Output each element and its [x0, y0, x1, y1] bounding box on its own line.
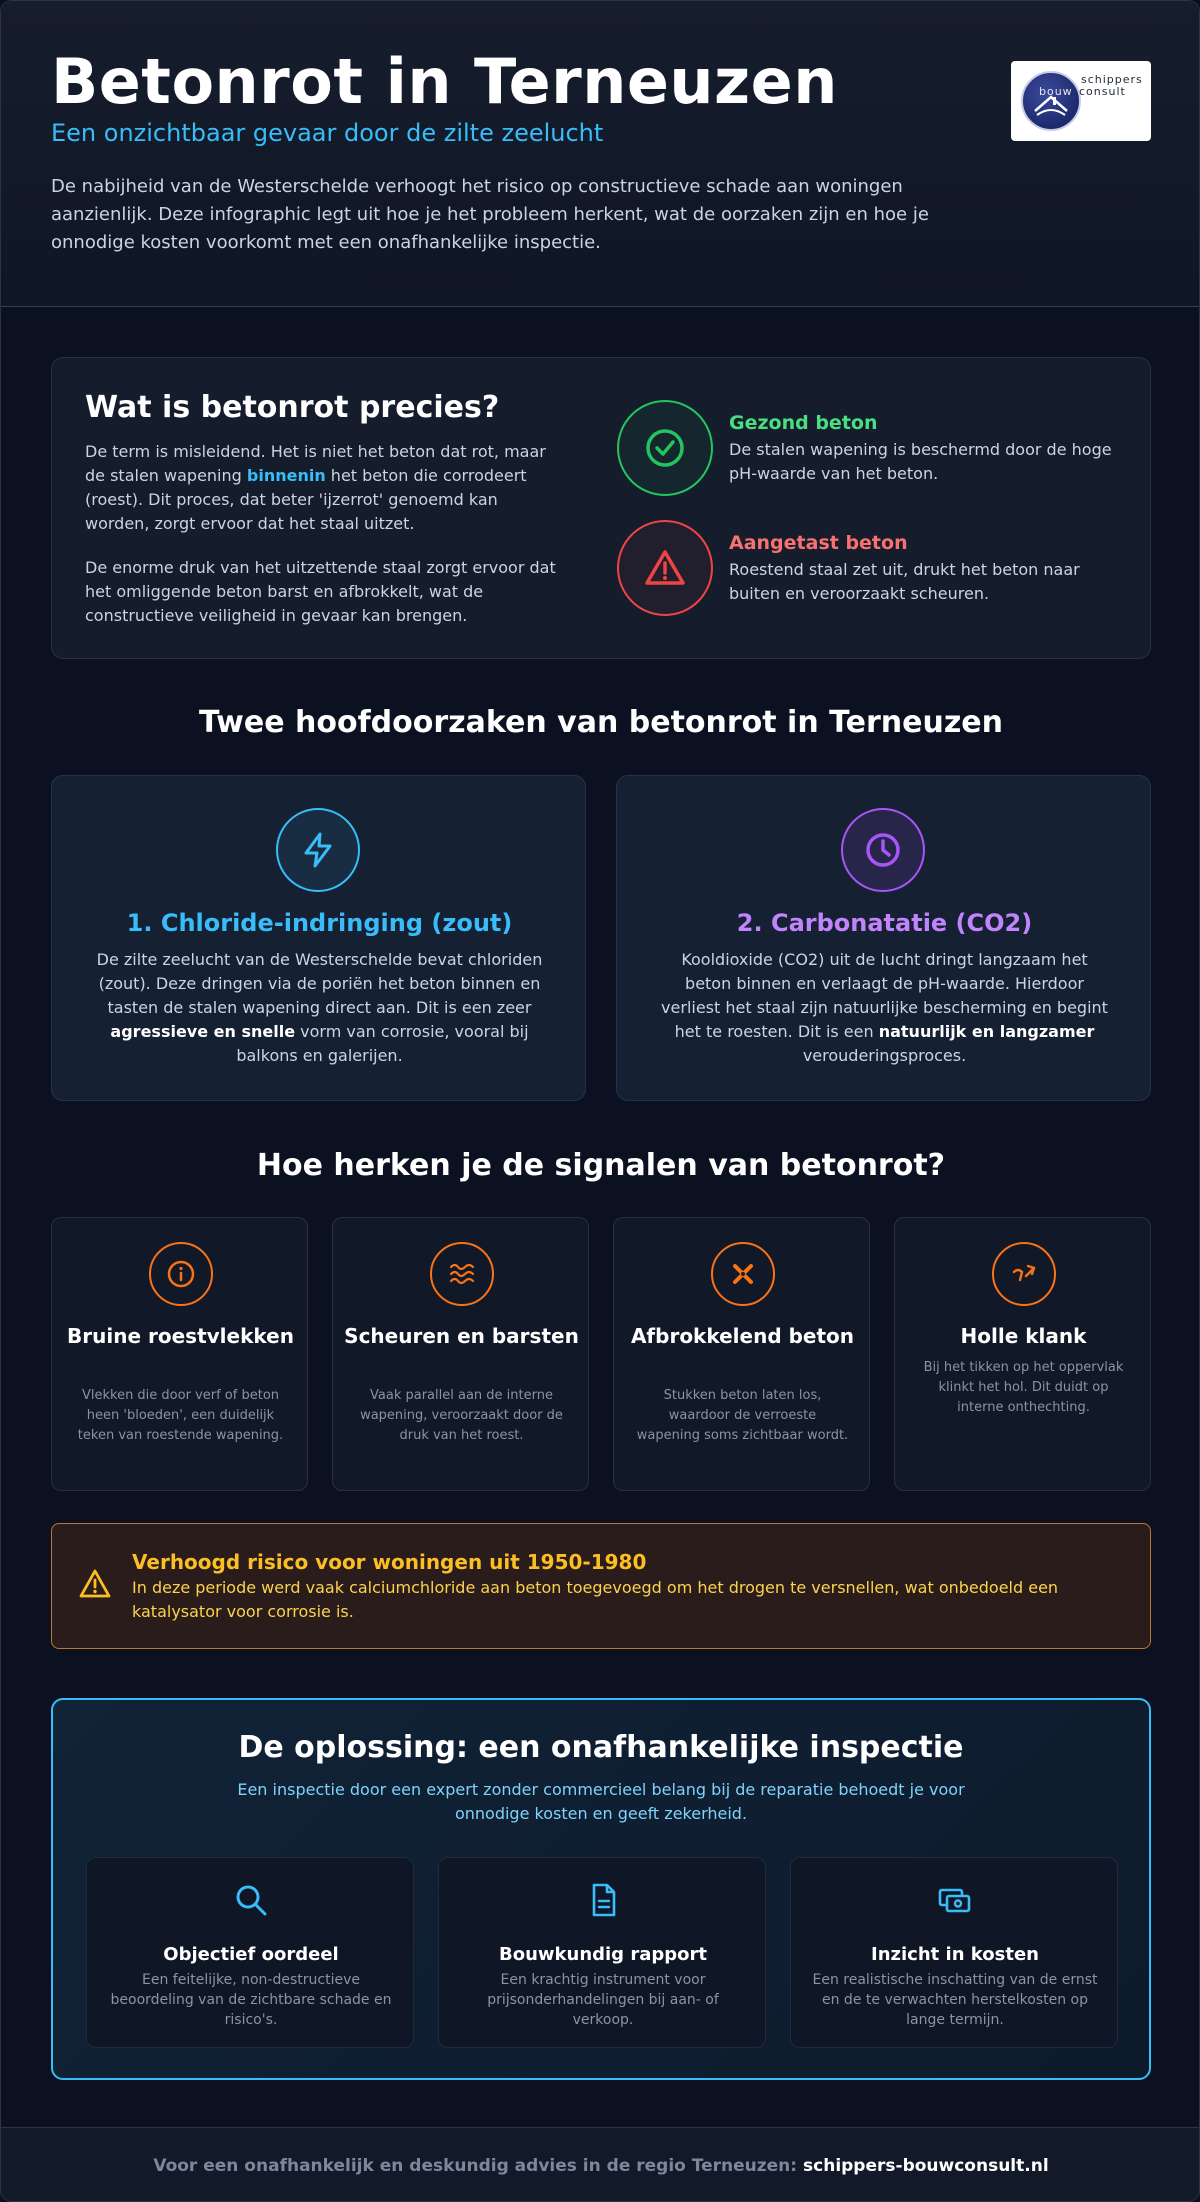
solution-section — [51, 1698, 1151, 2080]
warning-text: In deze periode werd vaak calciumchloride aan beton toegevoegd om het drogen te versnellen, wat onbedoeld een katalysator voor corrosie is. — [132, 1578, 1059, 1621]
alert-triangle-icon — [617, 520, 713, 616]
tap-icon — [992, 1242, 1056, 1306]
definition-card — [51, 357, 1151, 659]
signals-title: Hoe herken je de signalen van betonrot? — [256, 1148, 946, 1183]
signal-2-title: Scheuren en barsten — [344, 1324, 579, 1348]
definition-paragraph-1: De term is misleidend. Het is niet het beton dat rot, maar de stalen wapening binnenin het beton die corrodeert (roest). Dit proces, dat beter 'ijzerrot' genoemd kan worden, zorgt ervoor dat het staal uitzet. — [85, 442, 546, 533]
damaged-title: Aangetast beton — [729, 532, 908, 554]
definition-title: Wat is betonrot precies? — [85, 390, 500, 425]
footer — [1, 2127, 1200, 2202]
benefit-2-title: Bouwkundig rapport — [499, 1944, 707, 1965]
benefit-3-title: Inzicht in kosten — [871, 1944, 1039, 1965]
signal-card-cracks — [332, 1217, 589, 1491]
solution-subtitle: Een inspectie door een expert zonder commercieel belang bij de reparatie behoedt je voor onnodige kosten en geeft zekerheid. — [237, 1780, 965, 1823]
signal-3-title: Afbrokkelend beton — [630, 1324, 855, 1348]
signal-4-title: Holle klank — [960, 1324, 1087, 1348]
header — [1, 1, 1200, 307]
highlight-binnenin: binnenin — [246, 466, 326, 485]
signal-2-text: Vaak parallel aan de interne wapening, veroorzaakt door de druk van het roest. — [360, 1388, 563, 1443]
logo-mark — [1021, 71, 1081, 131]
healthy-title: Gezond beton — [729, 412, 878, 434]
money-icon — [937, 1882, 973, 1922]
benefit-2-text: Een krachtig instrument voor prijsonderhandelingen bij aan- of verkoop. — [487, 1972, 719, 2028]
damaged-text: Roestend staal zet uit, drukt het beton naar buiten en veroorzaakt scheuren. — [729, 560, 1080, 603]
website-link[interactable]: schippers-bouwconsult.nl — [803, 2156, 1049, 2176]
document-icon — [585, 1882, 621, 1922]
benefit-card-report — [438, 1857, 766, 2048]
logo-text-schippers: schippers — [1081, 73, 1143, 86]
clock-icon — [841, 808, 925, 892]
signal-4-text: Bij het tikken op het oppervlak klinkt het hol. Dit duidt op interne onthechting. — [923, 1360, 1124, 1415]
magnifier-icon — [233, 1882, 269, 1922]
warning-triangle-icon — [78, 1568, 112, 1604]
page-title: Betonrot in Terneuzen — [51, 45, 838, 118]
intro-text: De nabijheid van de Westerschelde verhoogt het risico op constructieve schade aan woningen aanzienlijk. Deze infographic legt uit hoe je het probleem herkent, wat de oorzaken zijn en hoe je onnodige kosten voorkomt met een onafhankelijke inspectie. — [51, 176, 929, 253]
benefit-card-costs — [790, 1857, 1118, 2048]
warning-title: Verhoogd risico voor woningen uit 1950-1980 — [132, 1550, 647, 1574]
benefit-card-objective — [86, 1857, 414, 2048]
page-subtitle: Een onzichtbaar gevaar door de zilte zeelucht — [51, 119, 604, 147]
cause-2-title: 2. Carbonatatie (CO2) — [736, 909, 1033, 937]
signal-card-rust-stains — [51, 1217, 308, 1491]
signal-1-title: Bruine roestvlekken — [67, 1324, 294, 1348]
benefit-3-text: Een realistische inschatting van de ernst en de te verwachten herstelkosten op lange termijn. — [812, 1972, 1098, 2028]
causes-title: Twee hoofdoorzaken van betonrot in Terneuzen — [199, 705, 1003, 740]
signal-1-text: Vlekken die door verf of beton heen 'bloeden', een duidelijk teken van roestende wapening. — [77, 1388, 284, 1443]
cause-card-carbonation — [616, 775, 1151, 1101]
waves-icon — [430, 1242, 494, 1306]
benefit-1-title: Objectief oordeel — [163, 1944, 339, 1965]
info-icon — [149, 1242, 213, 1306]
cause-2-text: Kooldioxide (CO2) uit de lucht dringt langzaam het beton binnen en verlaagt de pH-waarde. Hierdoor verliest het staal zijn natuurlijke bescherming en begint het te roesten. Dit is een natuurlijk en langzamer verouderingsproces. — [661, 950, 1108, 1065]
cause-card-chloride — [51, 775, 586, 1101]
check-circle-icon — [617, 400, 713, 496]
definition-paragraph-2: De enorme druk van het uitzettende staal zorgt ervoor dat het omliggende beton barst en afbrokkelt, wat de constructieve veiligheid in gevaar kan brengen. — [85, 558, 556, 625]
cause-1-text: De zilte zeelucht van de Westerschelde bevat chloriden (zout). Deze dringen via de poriën het beton binnen en tasten de stalen wapening direct aan. Dit is een zeer agressieve en snelle vorm van corrosie, vooral bij balkons en galerijen. — [96, 950, 543, 1065]
footer-text: Voor een onafhankelijk en deskundig advies in de regio Terneuzen: schippers-bouwconsult.nl — [153, 2156, 1049, 2176]
solution-title: De oplossing: een onafhankelijke inspectie — [238, 1730, 964, 1765]
risk-warning — [51, 1523, 1151, 1649]
signal-card-crumbling — [613, 1217, 870, 1491]
healthy-text: De stalen wapening is beschermd door de hoge pH-waarde van het beton. — [729, 440, 1112, 483]
lightning-icon — [276, 808, 360, 892]
logo-text-consult: consult — [1079, 85, 1126, 98]
cause-1-title: 1. Chloride-indringing (zout) — [126, 909, 513, 937]
signal-3-text: Stukken beton laten los, waardoor de verroeste wapening soms zichtbaar wordt. — [636, 1388, 849, 1443]
benefit-1-text: Een feitelijke, non-destructieve beoordeling van de zichtbare schade en risico's. — [110, 1972, 392, 2028]
logo-text-bouw: bouw — [1039, 85, 1073, 98]
cross-icon — [711, 1242, 775, 1306]
signal-card-hollow-sound — [894, 1217, 1151, 1491]
company-logo — [1011, 61, 1151, 141]
